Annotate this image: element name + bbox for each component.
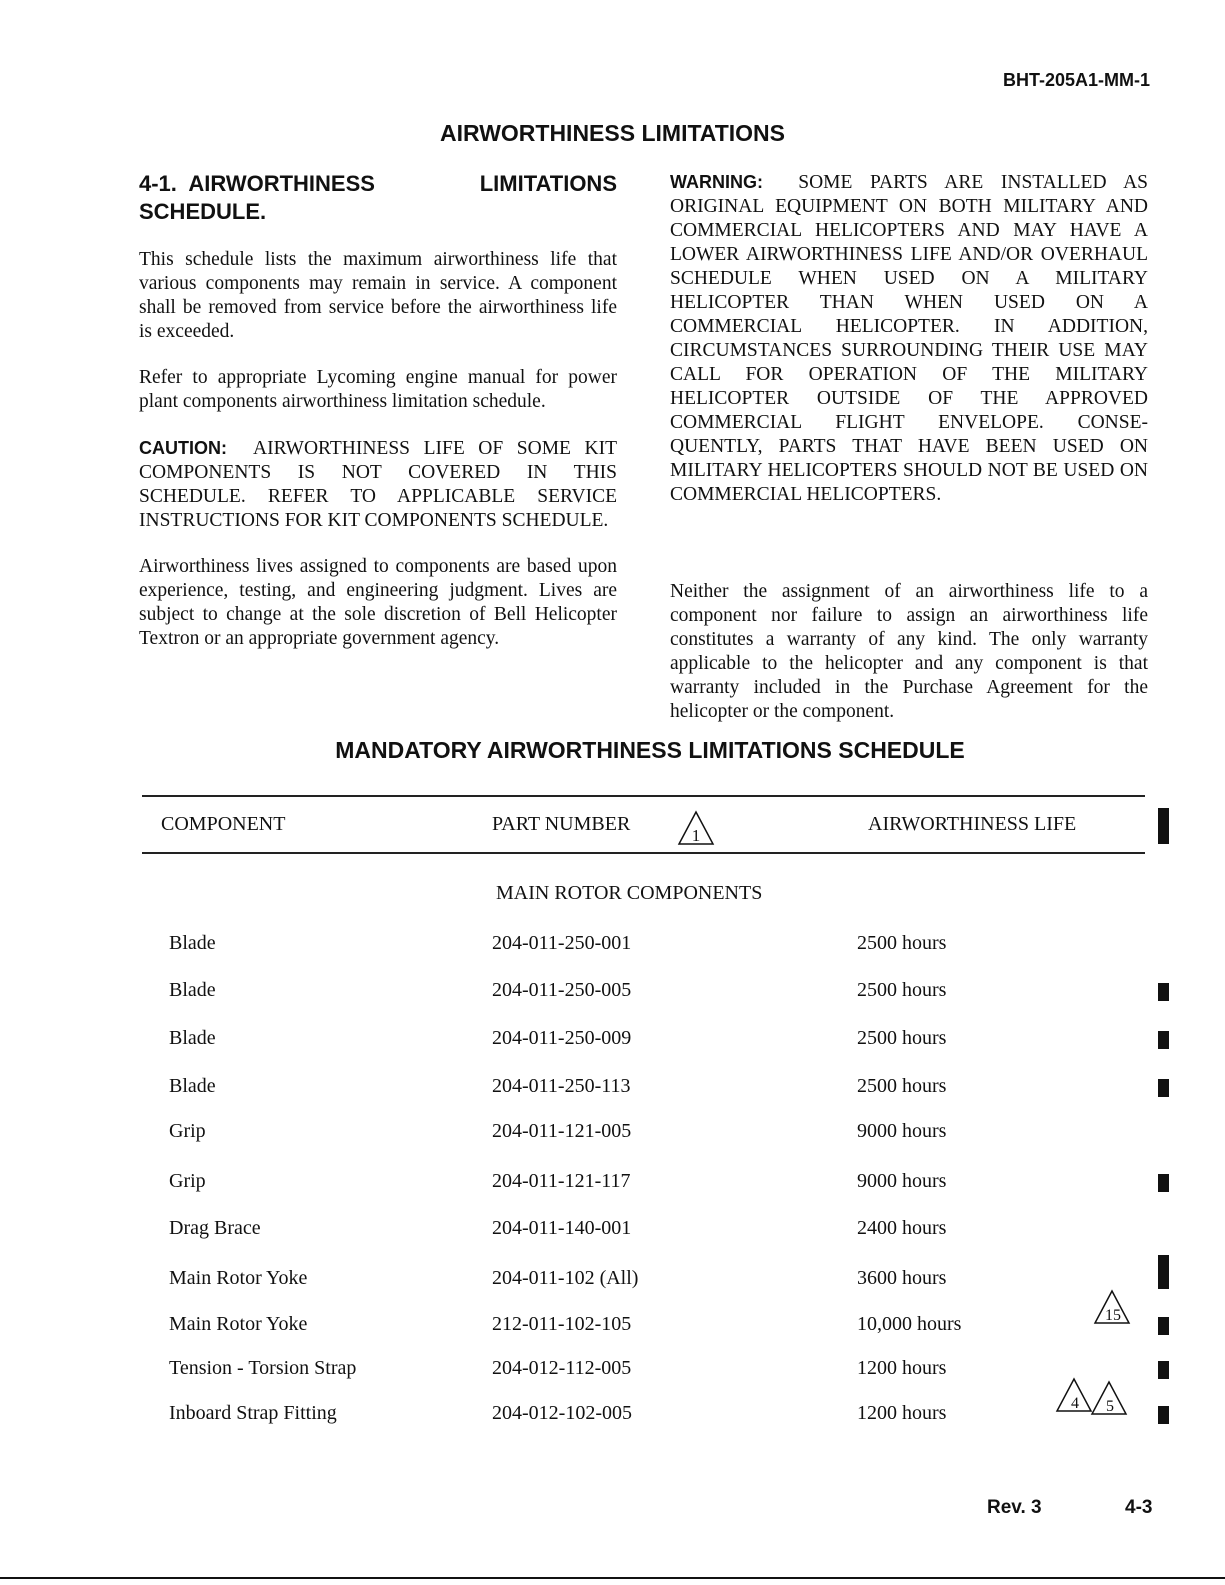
note-triangle-icon (1093, 1289, 1131, 1325)
note-number: 4 (1071, 1395, 1079, 1412)
section-title-word2: LIMITATIONS (479, 171, 617, 196)
note-number: 1 (691, 826, 701, 845)
section-heading (139, 170, 617, 226)
change-bar (1158, 1255, 1169, 1289)
airworthiness-life-cell: 9000 hours (857, 1170, 947, 1192)
warranty-paragraph: Neither the assignment of an airworthiness life to a component nor failure to assign an airworthiness life constitutes a warranty of any kind. The only warranty applicable to the helicopter and any component is that warranty included in the Purchase Agreement for the helicopter or the component. (670, 581, 1148, 722)
left-column (139, 170, 617, 673)
part-number-cell: 204-011-250-005 (492, 979, 632, 1001)
lycoming-paragraph: Refer to appropriate Lycoming engine manual for power plant components airworthiness limitation schedule. (139, 367, 617, 412)
change-bar (1158, 1031, 1169, 1049)
page-title: AIRWORTHINESS LIMITATIONS (440, 120, 785, 146)
airworthiness-life-cell: 1200 hours (857, 1402, 947, 1424)
table-row (0, 1267, 1225, 1297)
component-cell: Main Rotor Yoke (169, 1313, 308, 1335)
part-number-cell: 204-011-121-117 (492, 1170, 631, 1192)
table-row (0, 979, 1225, 1009)
airworthiness-life-cell: 3600 hours (857, 1267, 947, 1289)
component-cell: Blade (169, 1027, 216, 1049)
change-bar (1158, 808, 1169, 844)
table-row (0, 1398, 1225, 1432)
component-cell: Blade (169, 1075, 216, 1097)
group-heading: MAIN ROTOR COMPONENTS (496, 882, 763, 904)
part-number-cell: 204-011-250-113 (492, 1075, 631, 1097)
caution-label: CAUTION: (139, 438, 227, 458)
change-bar (1158, 983, 1169, 1001)
column-header-part-number: PART NUMBER (492, 813, 631, 835)
table-top-rule (142, 795, 1145, 797)
page-bottom-rule (0, 1577, 1225, 1579)
column-header-airworthiness-life: AIRWORTHINESS LIFE (868, 813, 1077, 835)
intro-paragraph: This schedule lists the maximum airworthiness life that various components may remain in service. A component shall be removed from service before the airworthiness life is exceeded. (139, 249, 617, 342)
airworthiness-life-cell: 9000 hours (857, 1120, 947, 1142)
component-cell: Drag Brace (169, 1217, 261, 1239)
lives-paragraph: Airworthiness lives assigned to components are based upon experience, testing, and engineering judgment. Lives are subject to change at the sole discretion of Bell Helicopter Textron or an appropriate government agency. (139, 556, 617, 649)
part-number-cell: 204-012-112-005 (492, 1357, 632, 1379)
part-number-cell: 204-011-102 (All) (492, 1267, 639, 1289)
note-triangle-icon (1090, 1380, 1128, 1416)
component-cell: Grip (169, 1120, 206, 1142)
airworthiness-life-cell: 2500 hours (857, 1027, 947, 1049)
schedule-title: MANDATORY AIRWORTHINESS LIMITATIONS SCHEDULE (335, 737, 965, 763)
note-number: 15 (1105, 1307, 1121, 1324)
part-number-cell: 204-012-102-005 (492, 1402, 632, 1424)
section-title-word3: SCHEDULE. (139, 199, 267, 224)
change-bar (1158, 1361, 1169, 1379)
document-id: BHT-205A1-MM-1 (1002, 70, 1150, 90)
component-cell: Tension - Torsion Strap (169, 1357, 357, 1379)
note-number: 5 (1106, 1398, 1114, 1415)
note-triangle-icon (677, 810, 715, 846)
section-title-word1: AIRWORTHINESS (188, 171, 375, 196)
column-header-component: COMPONENT (161, 813, 286, 835)
part-number-cell: 204-011-140-001 (492, 1217, 632, 1239)
warning-text: SOME PARTS ARE INSTALLED AS ORIGINAL EQUIPMENT ON BOTH MILITARY AND COMMERCIAL HELICOPTERS AND MAY HAVE A LOWER AIRWORTHINESS LIFE AND/OR OVERHAUL SCHEDULE WHEN USED ON A MILITARY HELICOPTER THAN WHEN USED ON A COMMERCIAL HELICOPTER. IN ADDITION, CIRCUMSTANCES SURROUNDING THEIR USE MAY CALL FOR OPERATION OF THE MILITARY HELICOPTER OUTSIDE OF THE APPROVED COMMERCIAL FLIGHT ENVELOPE. CONSE-QUENTLY, PARTS THAT HAVE BEEN USED ON MILITARY HELICOPTERS SHOULD NOT BE USED ON COMMERCIAL HELICOPTERS. (670, 172, 1148, 505)
section-number: 4-1. (139, 171, 177, 196)
airworthiness-life-cell: 2400 hours (857, 1217, 947, 1239)
table-row (0, 1357, 1225, 1412)
component-cell: Main Rotor Yoke (169, 1267, 308, 1289)
table-row (0, 932, 1225, 962)
right-column (670, 170, 1148, 746)
part-number-cell: 204-011-250-001 (492, 932, 632, 954)
component-cell: Grip (169, 1170, 206, 1192)
caution-note (139, 436, 617, 533)
table-row (0, 1027, 1225, 1057)
part-number-cell: 212-011-102-105 (492, 1313, 632, 1335)
warning-label: WARNING: (670, 172, 763, 192)
table-row (0, 1170, 1225, 1200)
change-bar (1158, 1079, 1169, 1097)
table-header-rule (142, 852, 1145, 854)
revision-label: Rev. 3 (987, 1497, 1042, 1518)
change-bar (1158, 1317, 1169, 1335)
table-row (0, 1307, 1225, 1343)
table-row (0, 1075, 1225, 1105)
component-cell: Blade (169, 932, 216, 954)
change-bar (1158, 1174, 1169, 1192)
airworthiness-life-cell: 2500 hours (857, 1075, 947, 1097)
airworthiness-life-cell: 10,000 hours (857, 1313, 962, 1335)
change-bar (1158, 1406, 1169, 1424)
part-number-cell: 204-011-121-005 (492, 1120, 632, 1142)
component-cell: Inboard Strap Fitting (169, 1402, 337, 1424)
caution-text: AIRWORTHINESS LIFE OF SOME KIT COMPONENTS IS NOT COVERED IN THIS SCHEDULE. REFER TO APPLICABLE SERVICE INSTRUCTIONS FOR KIT COMPONENTS SCHEDULE. (139, 438, 617, 531)
airworthiness-life-cell: 2500 hours (857, 979, 947, 1001)
part-number-cell: 204-011-250-009 (492, 1027, 632, 1049)
warning-note (670, 170, 1148, 580)
table-row (0, 1217, 1225, 1247)
table-row (0, 1120, 1225, 1150)
airworthiness-life-cell: 1200 hours (857, 1357, 947, 1379)
page-number: 4-3 (1125, 1497, 1153, 1518)
component-cell: Blade (169, 979, 216, 1001)
airworthiness-life-cell: 2500 hours (857, 932, 947, 954)
